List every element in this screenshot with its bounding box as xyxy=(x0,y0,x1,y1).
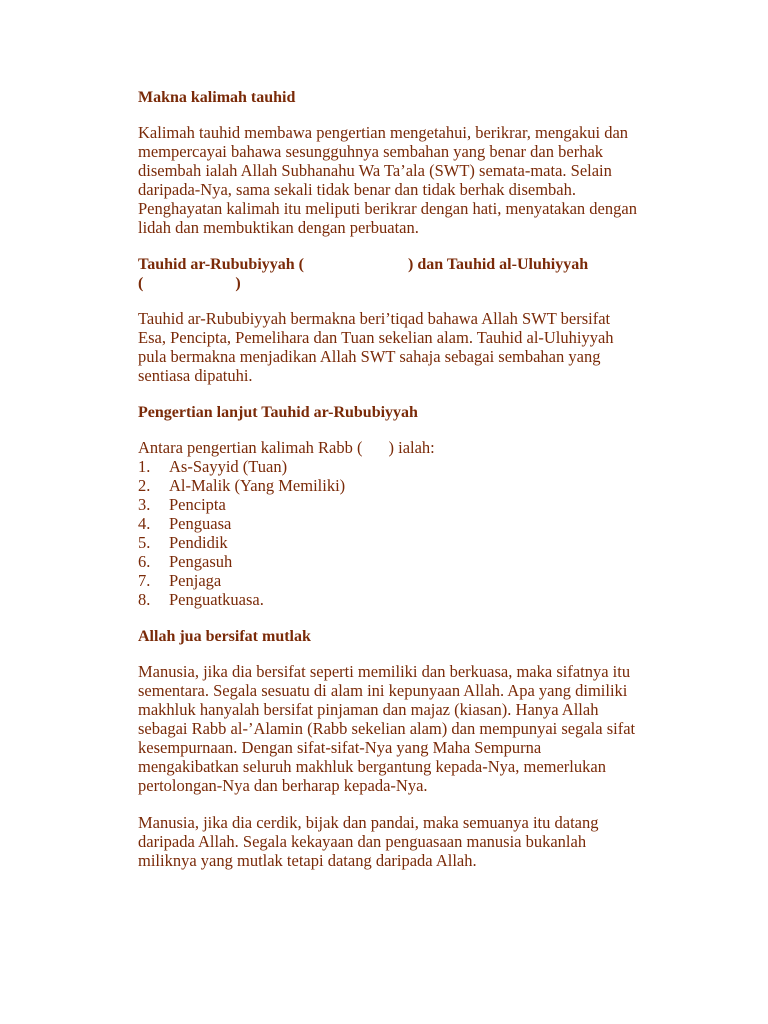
list-number: 7. xyxy=(138,571,151,590)
heading-makna-kalimah-tauhid: Makna kalimah tauhid xyxy=(138,89,296,106)
list-number: 4. xyxy=(138,514,151,533)
text-line: Esa, Pencipta, Pemelihara dan Tuan sekelian alam. Tauhid al-Uluhiyyah xyxy=(138,328,614,347)
text-line: lidah dan membuktikan dengan perbuatan. xyxy=(138,218,419,237)
list-number: 1. xyxy=(138,457,151,476)
list-number: 6. xyxy=(138,552,151,571)
text-line: daripada Allah. Segala kekayaan dan penguasaan manusia bukanlah xyxy=(138,832,587,851)
paragraph-kalimah-tauhid xyxy=(138,123,718,237)
list-item xyxy=(138,533,718,552)
text-line: Manusia, jika dia cerdik, bijak dan pandai, maka semuanya itu datang xyxy=(138,813,599,832)
heading-part: Tauhid ar-Rububiyyah ( xyxy=(138,256,304,273)
paragraph-manusia-berkuasa xyxy=(138,662,718,795)
text-line: pertolongan-Nya dan berharap kepada-Nya. xyxy=(138,776,428,795)
list-number: 8. xyxy=(138,590,151,609)
text-line: Tauhid ar-Rububiyyah bermakna beri’tiqad bahawa Allah SWT bersifat xyxy=(138,309,611,328)
heading-part: ( xyxy=(138,275,144,292)
list-item xyxy=(138,514,718,533)
paragraph-tauhid-definition xyxy=(138,309,718,385)
text-line: miliknya yang mutlak tetapi datang daripada Allah. xyxy=(138,851,477,870)
text-line: mempercayai bahawa sesungguhnya sembahan yang benar dan berhak xyxy=(138,142,604,161)
heading-tauhid-rububiyyah-uluhiyyah xyxy=(138,255,718,293)
list-item xyxy=(138,571,718,590)
heading-allah-bersifat-mutlak: Allah jua bersifat mutlak xyxy=(138,628,311,645)
list-item xyxy=(138,495,718,514)
text-line: disembah ialah Allah Subhanahu Wa Ta’ala (SWT) semata-mata. Selain xyxy=(138,161,612,180)
list-text: As-Sayyid (Tuan) xyxy=(169,457,288,476)
list-text: Pengasuh xyxy=(169,552,233,571)
heading-pengertian-lanjut: Pengertian lanjut Tauhid ar-Rububiyyah xyxy=(138,404,418,421)
document-page xyxy=(138,88,718,870)
paragraph-manusia-cerdik xyxy=(138,813,718,870)
list-item xyxy=(138,457,718,476)
text-line: Manusia, jika dia bersifat seperti memiliki dan berkuasa, maka sifatnya itu xyxy=(138,662,631,681)
text-line: Penghayatan kalimah itu meliputi berikrar dengan hati, menyatakan dengan xyxy=(138,199,637,218)
rabb-intro xyxy=(138,438,718,457)
list-item xyxy=(138,476,718,495)
text-line: mengakibatkan seluruh makhluk bergantung kepada-Nya, memerlukan xyxy=(138,757,606,776)
text-line: sebagai Rabb al-’Alamin (Rabb sekelian alam) dan mempunyai segala sifat xyxy=(138,719,636,738)
intro-part: Antara pengertian kalimah Rabb ( xyxy=(138,438,363,457)
text-line: sementara. Segala sesuatu di alam ini kepunyaan Allah. Apa yang dimiliki xyxy=(138,681,628,700)
list-text: Penguasa xyxy=(169,514,232,533)
list-item xyxy=(138,552,718,571)
list-text: Penjaga xyxy=(169,571,222,590)
text-line: makhluk hanyalah bersifat pinjaman dan majaz (kiasan). Hanya Allah xyxy=(138,700,599,719)
text-line: kesempurnaan. Dengan sifat-sifat-Nya yang Maha Sempurna xyxy=(138,738,542,757)
text-line: sentiasa dipatuhi. xyxy=(138,366,253,385)
text-line: Kalimah tauhid membawa pengertian mengetahui, berikrar, mengakui dan xyxy=(138,123,629,142)
list-text: Penguatkuasa. xyxy=(169,590,264,609)
list-item xyxy=(138,590,718,609)
list-text: Pendidik xyxy=(169,533,228,552)
list-number: 3. xyxy=(138,495,151,514)
text-line: pula bermakna menjadikan Allah SWT sahaja sebagai sembahan yang xyxy=(138,347,601,366)
rabb-meanings-list xyxy=(138,457,718,609)
text-line: daripada-Nya, sama sekali tidak benar dan tidak berhak disembah. xyxy=(138,180,576,199)
list-number: 2. xyxy=(138,476,151,495)
list-number: 5. xyxy=(138,533,151,552)
list-text: Pencipta xyxy=(169,495,226,514)
list-text: Al-Malik (Yang Memiliki) xyxy=(169,476,346,495)
heading-part: ) xyxy=(235,275,241,292)
intro-part: ) ialah: xyxy=(388,438,435,457)
heading-part: ) dan Tauhid al-Uluhiyyah xyxy=(408,256,589,273)
